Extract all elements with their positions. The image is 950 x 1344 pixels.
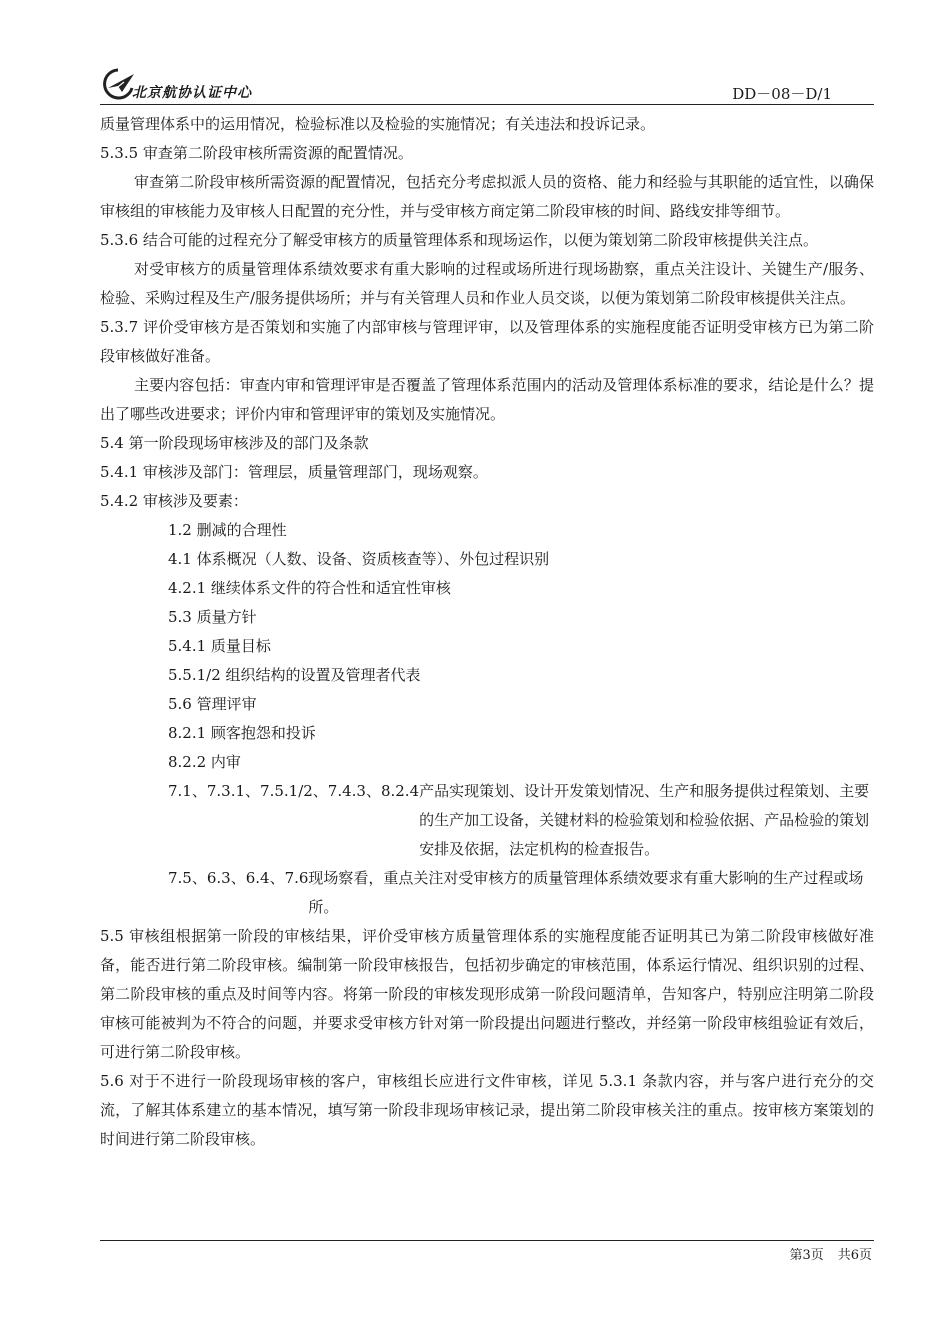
section-5-5: 5.5 审核组根据第一阶段的审核结果，评价受审核方质量管理体系的实施程度能否证明其已为第二阶段审核做好准备，能否进行第二阶段审核。编制第一阶段审核报告，包括初步确定的审核范围，体系运行情况、组织识别的过程、第二阶段审核的重点及时间等内容。将第一阶段的审核发现形成第一阶段问题清单，告知客户，特别应注明第二阶段审核可能被判为不符合的问题，并要求受审核方针对第一阶段提出问题进行整改，并经第一阶段审核组验证有效后，可进行第二阶段审核。 xyxy=(100,927,874,1061)
footer-divider xyxy=(100,1240,874,1241)
paragraph: 质量管理体系中的运用情况，检验标准以及检验的实施情况；有关违法和投诉记录。 xyxy=(100,115,656,133)
paragraph: 主要内容包括：审查内审和管理评审是否覆盖了管理体系范围内的活动及管理体系标准的要求，结论是什么？提出了哪些改进要求；评价内审和管理评审的策划及实施情况。 xyxy=(100,376,874,423)
list-item: 5.5.1/2 组织结构的设置及管理者代表 xyxy=(168,666,421,684)
section-5-3-6: 5.3.6 结合可能的过程充分了解受审核方的质量管理体系和现场运作，以便为策划第二阶段审核提供关注点。 xyxy=(100,231,818,249)
section-5-3-7: 5.3.7 评价受审核方是否策划和实施了内部审核与管理评审，以及管理体系的实施程度能否证明受审核方已为第二阶段审核做好准备。 xyxy=(100,318,874,365)
paragraph: 对受审核方的质量管理体系绩效要求有重大影响的过程或场所进行现场勘察，重点关注设计、关键生产/服务、检验、采购过程及生产/服务提供场所；并与有关管理人员和作业人员交谈，以便为策划第二阶段审核提供关注点。 xyxy=(100,260,874,307)
page-footer xyxy=(775,1244,872,1263)
section-5-4-2: 5.4.2 审核涉及要素： xyxy=(100,492,248,510)
org-name: 北京航协认证中心 xyxy=(132,85,252,101)
document-code: DD－08－D/1 xyxy=(732,85,832,103)
clause-label: 7.5、6.3、6.4、7.6 xyxy=(168,869,309,887)
list-item-hanging xyxy=(100,864,874,922)
document-body xyxy=(100,110,874,1154)
header-divider xyxy=(100,104,874,105)
page-number: 第3页 xyxy=(789,1248,824,1263)
section-5-4-1: 5.4.1 审核涉及部门：管理层，质量管理部门，现场观察。 xyxy=(100,463,488,481)
page-total: 共6页 xyxy=(837,1248,872,1263)
clause-text: 现场察看，重点关注对受审核方的质量管理体系绩效要求有重大影响的生产过程或场所。 xyxy=(308,869,864,916)
paragraph: 审查第二阶段审核所需资源的配置情况，包括充分考虑拟派人员的资格、能力和经验与其职能的适宜性，以确保审核组的审核能力及审核人日配置的充分性，并与受审核方商定第二阶段审核的时间、路线安排等细节。 xyxy=(100,173,874,220)
page-header xyxy=(100,64,874,106)
clause-label: 7.1、7.3.1、7.5.1/2、7.4.3、8.2.4 xyxy=(168,782,420,800)
list-item: 5.3 质量方针 xyxy=(168,608,257,626)
list-item-hanging xyxy=(100,777,874,864)
section-5-6: 5.6 对于不进行一阶段现场审核的客户，审核组长应进行文件审核，详见 5.3.1 条款内容，并与客户进行充分的交流，了解其体系建立的基本情况，填写第一阶段非现场审核记录，提出第二阶段审核关注的重点。按审核方案策划的时间进行第二阶段审核。 xyxy=(100,1072,874,1148)
list-item: 5.6 管理评审 xyxy=(168,695,257,713)
list-item: 4.2.1 继续体系文件的符合性和适宜性审核 xyxy=(168,579,451,597)
list-item: 8.2.1 顾客抱怨和投诉 xyxy=(168,724,316,742)
list-item: 4.1 体系概况（人数、设备、资质核查等）、外包过程识别 xyxy=(168,550,550,568)
list-item: 8.2.2 内审 xyxy=(168,753,241,771)
list-item: 5.4.1 质量目标 xyxy=(168,637,271,655)
clause-text: 产品实现策划、设计开发策划情况、生产和服务提供过程策划、主要的生产加工设备，关键材料的检验策划和检验依据、产品检验的策划安排及依据，法定机构的检查报告。 xyxy=(419,782,870,858)
list-item: 1.2 删减的合理性 xyxy=(168,521,287,539)
section-5-3-5: 5.3.5 审查第二阶段审核所需资源的配置情况。 xyxy=(100,144,413,162)
org-logo xyxy=(100,66,136,102)
section-5-4: 5.4 第一阶段现场审核涉及的部门及条款 xyxy=(100,434,369,452)
